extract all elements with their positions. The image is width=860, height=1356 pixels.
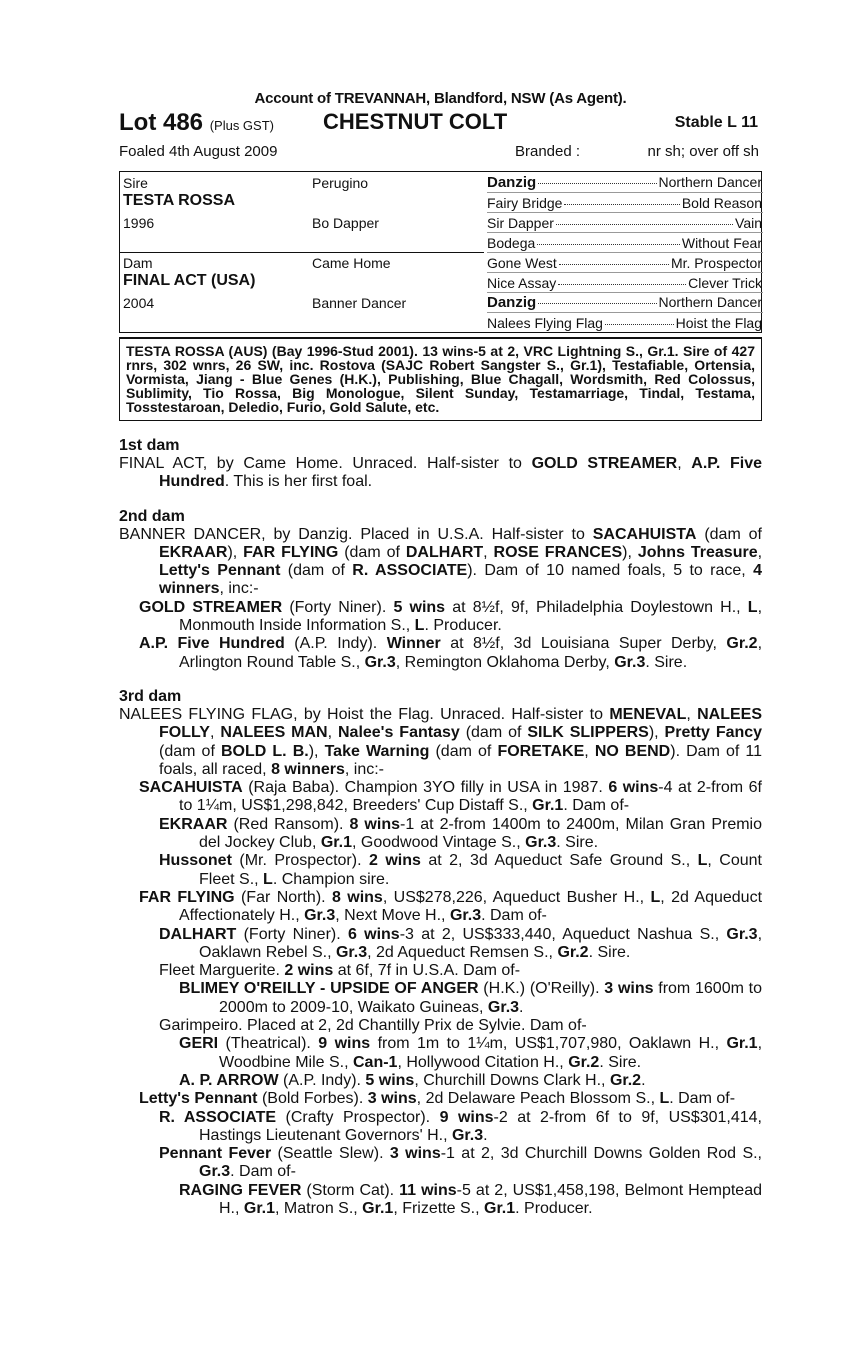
entry-text: (Mr. Prospector). <box>231 852 369 870</box>
gen3-name: Gone West <box>487 255 557 271</box>
bold-highlight: 8 wins <box>331 888 383 906</box>
bold-highlight: GOLD STREAMER <box>531 455 678 472</box>
entry-text: at 8½f, 9f, Philadelphia Doylestown H., <box>445 598 748 616</box>
sire-summary: TESTA ROSSA (AUS) (Bay 1996-Stud 2001). 13 wins-5 at 2, VRC Lightning S., Gr.1. Sire of 427 rnrs, 302 wnrs, 26 SW, inc. Rostova (SAJC Robert Sangster S., Gr.1), Testafiable, Ortensia, Vormista, Jiang - Blue Genes (H.K.), Publishing, Blue Chagall, Wordsmith, Red Colossus, Sublimity, Tio Rossa, Big Monologue, Silent Sunday, Testamarriage, Tindal, Testama, Tosstestaroan, Deledio, Furio, Gold Salute, etc. <box>119 337 762 421</box>
dam-heading: 2nd dam <box>119 507 185 525</box>
dam-section <box>119 508 762 672</box>
entry-text: , inc:- <box>219 580 259 598</box>
bold-highlight: Gr.1 <box>243 1199 276 1217</box>
dam-sire: Came Home <box>312 255 391 271</box>
entry-text: ), <box>648 724 665 742</box>
gen3-name: Nice Assay <box>487 275 557 291</box>
bold-highlight: 3 wins <box>367 1090 417 1108</box>
pedigree-entry <box>119 779 762 816</box>
lot-number <box>119 109 274 137</box>
bold-highlight: L <box>414 617 425 635</box>
entry-text: . <box>641 1071 646 1089</box>
gen3-name: Sir Dapper <box>487 215 554 231</box>
entry-text: , Frizette S., <box>393 1199 484 1217</box>
bold-highlight: 3 wins <box>604 980 654 998</box>
pedigree-entry <box>119 706 762 779</box>
gst-note: (Plus GST) <box>209 118 274 133</box>
bold-highlight: FAR FLYING <box>243 543 339 561</box>
dot-leader <box>537 244 680 245</box>
entry-text: , inc:- <box>344 760 384 778</box>
entry-text: BANNER DANCER, by Danzig. Placed in U.S.A. Half-sister to <box>119 525 593 543</box>
bold-highlight: Gr.2 <box>726 635 758 653</box>
pedigree-rule <box>487 312 763 313</box>
bold-highlight: 6 wins <box>608 779 659 797</box>
dam-dam: Banner Dancer <box>312 295 407 311</box>
gen3-row <box>487 275 762 291</box>
bold-highlight: NALEES MAN <box>220 724 328 742</box>
pedigree-entry <box>119 889 762 926</box>
entry-text: (Forty Niner). <box>236 925 348 943</box>
entry-text: ), <box>622 543 638 561</box>
bold-highlight: BLIMEY O'REILLY - UPSIDE OF ANGER <box>179 980 479 998</box>
dot-leader <box>605 324 674 325</box>
bold-highlight: Gr.3 <box>335 943 368 961</box>
entry-text: , Churchill Downs Clark H., <box>414 1071 610 1089</box>
bold-highlight: Johns Treasure <box>637 543 758 561</box>
bold-highlight: ROSE FRANCES <box>493 543 623 561</box>
bold-highlight: Pretty Fancy <box>664 724 763 742</box>
entry-text: ), <box>227 543 244 561</box>
gen3-name: Danzig <box>487 294 537 311</box>
entry-text: -2 at 2-from 6f to 9f, US$301,414, Hastings Lieutenant Governors' H., <box>199 1108 762 1144</box>
entry-text: . Champion sire. <box>272 870 390 888</box>
pedigree-rule <box>487 192 763 193</box>
entry-text: FINAL ACT, by Came Home. Unraced. Half-sister to <box>119 455 532 472</box>
entry-text: , <box>757 543 763 561</box>
entry-text: . This is her first foal. <box>224 473 373 491</box>
bold-highlight: Winner <box>386 635 441 653</box>
bold-highlight: SACAHUISTA <box>139 779 243 797</box>
pedigree-entry <box>119 980 762 1017</box>
pedigree-entry <box>119 926 762 963</box>
entry-text: (dam of <box>429 742 498 760</box>
entry-text: (Red Ransom). <box>227 815 350 833</box>
pedigree-entry <box>119 526 762 599</box>
entry-text: NALEES FLYING FLAG, by Hoist the Flag. Unraced. Half-sister to <box>119 705 610 723</box>
pedigree-entry <box>119 852 762 889</box>
entry-text: (dam of <box>459 724 528 742</box>
gen3-name: Nalees Flying Flag <box>487 315 603 331</box>
entry-text: , <box>686 705 698 723</box>
entry-text: at 2, 3d Aqueduct Safe Ground S., <box>420 852 698 870</box>
dam-section <box>119 688 762 1218</box>
entry-text: , <box>483 543 494 561</box>
pedigree-rule <box>487 212 763 213</box>
entry-text: ). Dam of 10 named foals, 5 to race, <box>467 562 754 580</box>
bold-highlight: 5 wins <box>365 1071 415 1089</box>
entry-text: , Next Move H., <box>335 907 450 925</box>
bold-highlight: EKRAAR <box>159 815 228 833</box>
pedigree-entry <box>119 1109 762 1146</box>
branded-label: Branded : <box>515 143 581 160</box>
entry-text: . Dam of- <box>481 907 547 925</box>
gen3-sire: Without Fear <box>681 235 762 251</box>
bold-highlight: Pennant Fever <box>159 1145 272 1163</box>
bold-highlight: L <box>747 598 758 616</box>
gen3-sire: Bold Reason <box>681 195 762 211</box>
pedigree-rule <box>487 232 763 233</box>
bold-highlight: 5 wins <box>393 598 446 616</box>
bold-highlight: Gr.2 <box>568 1053 600 1071</box>
entry-text: at 6f, 7f in U.S.A. Dam of- <box>333 962 521 980</box>
pedigree-rule <box>487 272 763 273</box>
entry-text: , 2d Aqueduct Affectionately H., <box>179 888 763 925</box>
entry-text: . Producer. <box>515 1199 593 1217</box>
entry-text: , Matron S., <box>275 1199 363 1217</box>
entry-text: -1 at 2, 3d Churchill Downs Golden Rod S., <box>440 1145 763 1163</box>
entry-text: from 1600m to 2000m to 2009-10, Waikato Guineas, <box>219 980 763 1016</box>
pedigree-entry <box>119 599 762 636</box>
bold-highlight: RAGING FEVER <box>179 1181 302 1199</box>
gen3-row <box>487 255 762 271</box>
gen3-sire: Clever Trick <box>688 275 762 291</box>
entry-text: , Arlington Round Table S., <box>179 635 763 671</box>
gen3-name: Danzig <box>487 174 537 191</box>
dot-leader <box>558 284 686 285</box>
bold-highlight: Gr.1 <box>362 1199 394 1217</box>
pedigree-entry <box>119 455 762 492</box>
bold-highlight: GOLD STREAMER <box>139 598 283 616</box>
gen3-name: Bodega <box>487 235 536 251</box>
gen3-row <box>487 294 762 311</box>
sire-sire: Perugino <box>312 175 369 191</box>
gen3-sire: Hoist the Flag <box>675 315 762 331</box>
entry-text: (Crafty Prospector). <box>276 1108 440 1126</box>
sire-name: TESTA ROSSA <box>123 192 236 209</box>
bold-highlight: Gr.1 <box>484 1199 516 1217</box>
bold-highlight: Gr.3 <box>304 907 336 925</box>
bold-highlight: Gr.3 <box>525 834 557 852</box>
entry-text: (A.P. Indy). <box>284 635 387 653</box>
entry-text: ). Dam of 11 foals, all raced, <box>159 742 763 778</box>
bold-highlight: FORETAKE <box>497 742 585 760</box>
entry-text: , 2d Delaware Peach Blossom S., <box>416 1090 660 1108</box>
sire-dam: Bo Dapper <box>312 215 379 231</box>
gen3-sire: Vain <box>735 215 762 231</box>
dam-label: Dam <box>123 255 153 271</box>
gen3-row <box>487 315 762 331</box>
bold-highlight: R. ASSOCIATE <box>159 1108 277 1126</box>
bold-highlight: A.P. Five Hundred <box>139 635 285 653</box>
entry-text: , <box>209 724 221 742</box>
bold-highlight: 8 wins <box>349 815 400 833</box>
entry-text: (Seattle Slew). <box>271 1145 390 1163</box>
bold-highlight: L <box>650 888 661 906</box>
bold-highlight: BOLD L. B. <box>220 742 309 760</box>
bold-highlight: 4 winners <box>159 562 762 598</box>
dam-section <box>119 437 762 492</box>
bold-highlight: DALHART <box>405 543 484 561</box>
bold-highlight: Gr.1 <box>320 834 352 852</box>
bold-highlight: FAR FLYING <box>139 888 235 906</box>
entry-text: (Far North). <box>234 888 332 906</box>
bold-highlight: Gr.3 <box>364 653 396 671</box>
entry-text: , Hollywood Citation H., <box>397 1053 569 1071</box>
dot-leader <box>564 204 679 205</box>
pedigree-entry <box>119 816 762 853</box>
entry-text: (Raja Baba). Champion 3YO filly in USA in 1987. <box>242 779 609 797</box>
dot-leader <box>538 183 656 184</box>
entry-text: (Bold Forbes). <box>257 1090 368 1108</box>
bold-highlight: Gr.3 <box>487 998 520 1016</box>
entry-text: (Storm Cat). <box>301 1181 400 1199</box>
bold-highlight: NALEES FOLLY <box>159 705 762 742</box>
pedigree-entry <box>119 1035 762 1072</box>
lot-number-text: Lot 486 <box>119 109 204 136</box>
entry-text: , Monmouth Inside Information S., <box>179 598 763 635</box>
bold-highlight: 8 winners <box>271 760 345 778</box>
bold-highlight: A. P. ARROW <box>179 1071 279 1089</box>
bold-highlight: Take Warning <box>324 742 430 760</box>
dot-leader <box>538 303 656 304</box>
dot-leader <box>559 264 669 265</box>
dot-leader <box>556 224 733 225</box>
bold-highlight: A.P. Five Hundred <box>159 455 762 491</box>
pedigree-entry <box>119 1072 762 1090</box>
gen3-sire: Northern Dancer <box>658 294 762 310</box>
stable-location: Stable L 11 <box>674 114 758 131</box>
bold-highlight: L <box>659 1090 670 1108</box>
bold-highlight: Gr.2 <box>609 1071 642 1089</box>
bold-highlight: Nalee's Fantasy <box>337 724 460 742</box>
bold-highlight: Gr.3 <box>199 1163 231 1181</box>
bold-highlight: Hussonet <box>159 852 232 870</box>
gen3-row <box>487 174 762 191</box>
entry-text: -5 at 2, US$1,458,198, Belmont Hemptead H., <box>219 1181 762 1217</box>
pedigree-entry <box>119 1090 762 1108</box>
bold-highlight: 3 wins <box>389 1145 441 1163</box>
entry-text: -1 at 2-from 1400m to 2400m, Milan Gran Premio del Jockey Club, <box>199 815 762 852</box>
pedigree-rule <box>487 292 763 293</box>
entry-text: (dam of <box>280 562 353 580</box>
foaling-brand-row <box>119 141 762 165</box>
bold-highlight: Gr.1 <box>726 1035 758 1053</box>
entry-text: . <box>483 1126 488 1144</box>
entry-text: , US$278,226, Aqueduct Busher H., <box>382 888 651 906</box>
bold-highlight: R. ASSOCIATE <box>352 562 468 580</box>
entry-text: (dam of <box>338 543 406 561</box>
entry-text: -3 at 2, US$333,440, Aqueduct Nashua S., <box>399 925 727 943</box>
entry-text: . <box>519 998 524 1016</box>
bold-highlight: 2 wins <box>284 962 334 980</box>
bold-highlight: 6 wins <box>347 925 400 943</box>
bold-highlight: 9 wins <box>318 1035 371 1053</box>
entry-text: . Dam of- <box>230 1163 296 1181</box>
pedigree-table <box>119 171 762 333</box>
dam-name: FINAL ACT (USA) <box>123 272 256 289</box>
bold-highlight: Gr.2 <box>557 943 589 961</box>
pedigree-entry <box>119 1145 762 1182</box>
bold-highlight: Gr.3 <box>449 907 482 925</box>
entry-text: . Sire. <box>556 834 599 852</box>
entry-text: . Sire. <box>599 1053 642 1071</box>
pedigree-entry <box>119 1182 762 1219</box>
bold-highlight: NO BEND <box>594 742 671 760</box>
pedigree-divider <box>120 252 484 253</box>
entry-text: , Remington Oklahoma Derby, <box>395 653 615 671</box>
bold-highlight: 9 wins <box>439 1108 494 1126</box>
entry-text: (Forty Niner). <box>282 598 394 616</box>
pedigree-rule <box>487 252 763 253</box>
bold-highlight: Can-1 <box>353 1053 398 1071</box>
entry-text: , Woodbine Mile S., <box>219 1035 763 1071</box>
entry-text: , Goodwood Vintage S., <box>351 834 526 852</box>
catalogue-page <box>119 90 762 1218</box>
bold-highlight: L <box>697 852 708 870</box>
bold-highlight: GERI <box>179 1035 219 1053</box>
entry-text: Fleet Marguerite. <box>159 962 285 980</box>
bold-highlight: Letty's Pennant <box>139 1090 258 1108</box>
bold-highlight: Gr.3 <box>451 1126 484 1144</box>
entry-text: ), <box>308 742 325 760</box>
gen3-row <box>487 195 762 211</box>
gen3-sire: Northern Dancer <box>658 174 762 190</box>
entry-text: (H.K.) (O'Reilly). <box>478 980 605 998</box>
entry-text: . Producer. <box>424 617 502 635</box>
gen3-row <box>487 235 762 251</box>
bold-highlight: 2 wins <box>368 852 421 870</box>
dam-sections <box>119 437 762 1218</box>
entry-text: . Sire. <box>645 653 688 671</box>
entry-text: from 1m to 1¼m, US$1,707,980, Oaklawn H., <box>370 1035 727 1053</box>
entry-text: (dam of <box>159 742 221 760</box>
dam-heading: 1st dam <box>119 437 180 454</box>
entry-text: , <box>677 455 692 472</box>
entry-text: , <box>327 724 338 742</box>
vendor-account: Account of TREVANNAH, Blandford, NSW (As Agent). <box>254 90 627 107</box>
entry-text: . Dam of- <box>669 1090 736 1108</box>
sire-year: 1996 <box>123 215 155 231</box>
entry-text: (dam of <box>696 525 762 543</box>
entry-text: (Theatrical). <box>218 1035 319 1053</box>
bold-highlight: Letty's Pennant <box>159 562 281 580</box>
entry-text: . Sire. <box>588 943 631 961</box>
entry-text: at 8½f, 3d Louisiana Super Derby, <box>440 635 727 653</box>
pedigree-entry <box>119 635 762 672</box>
bold-highlight: Gr.3 <box>614 653 646 671</box>
entry-text: (A.P. Indy). <box>278 1071 366 1089</box>
entry-text: -4 at 2-from 6f to 1¼m, US$1,298,842, Breeders' Cup Distaff S., <box>179 779 763 815</box>
dam-year: 2004 <box>123 295 155 311</box>
entry-text: , <box>584 742 595 760</box>
bold-highlight: Gr.3 <box>726 925 758 943</box>
pedigree-entry <box>119 962 762 980</box>
gen3-row <box>487 215 762 231</box>
gen3-sire: Mr. Prospector <box>670 255 762 271</box>
bold-highlight: SILK SLIPPERS <box>527 724 649 742</box>
bold-highlight: DALHART <box>159 925 237 943</box>
entry-text: Garimpeiro. Placed at 2, 2d Chantilly Prix de Sylvie. Dam of- <box>159 1017 587 1035</box>
dam-heading: 3rd dam <box>119 687 182 705</box>
bold-highlight: L <box>263 870 273 888</box>
bold-highlight: Gr.1 <box>532 797 564 815</box>
bold-highlight: 11 wins <box>399 1181 457 1199</box>
lot-title-row <box>119 109 762 137</box>
bold-highlight: SACAHUISTA <box>592 525 697 543</box>
entry-text: , 2d Aqueduct Remsen S., <box>367 943 558 961</box>
entry-text: , Count Fleet S., <box>199 852 762 888</box>
entry-text: , Oaklawn Rebel S., <box>199 925 763 961</box>
horse-description: CHESTNUT COLT <box>323 109 508 134</box>
pedigree-entry <box>119 1017 762 1035</box>
bold-highlight: EKRAAR <box>159 543 228 561</box>
branded-value: nr sh; over off sh <box>647 143 759 160</box>
foaled-date: Foaled 4th August 2009 <box>119 143 278 160</box>
entry-text: . Dam of- <box>563 797 630 815</box>
gen3-name: Fairy Bridge <box>487 195 563 211</box>
bold-highlight: MENEVAL <box>609 705 687 723</box>
sire-label: Sire <box>123 175 148 191</box>
